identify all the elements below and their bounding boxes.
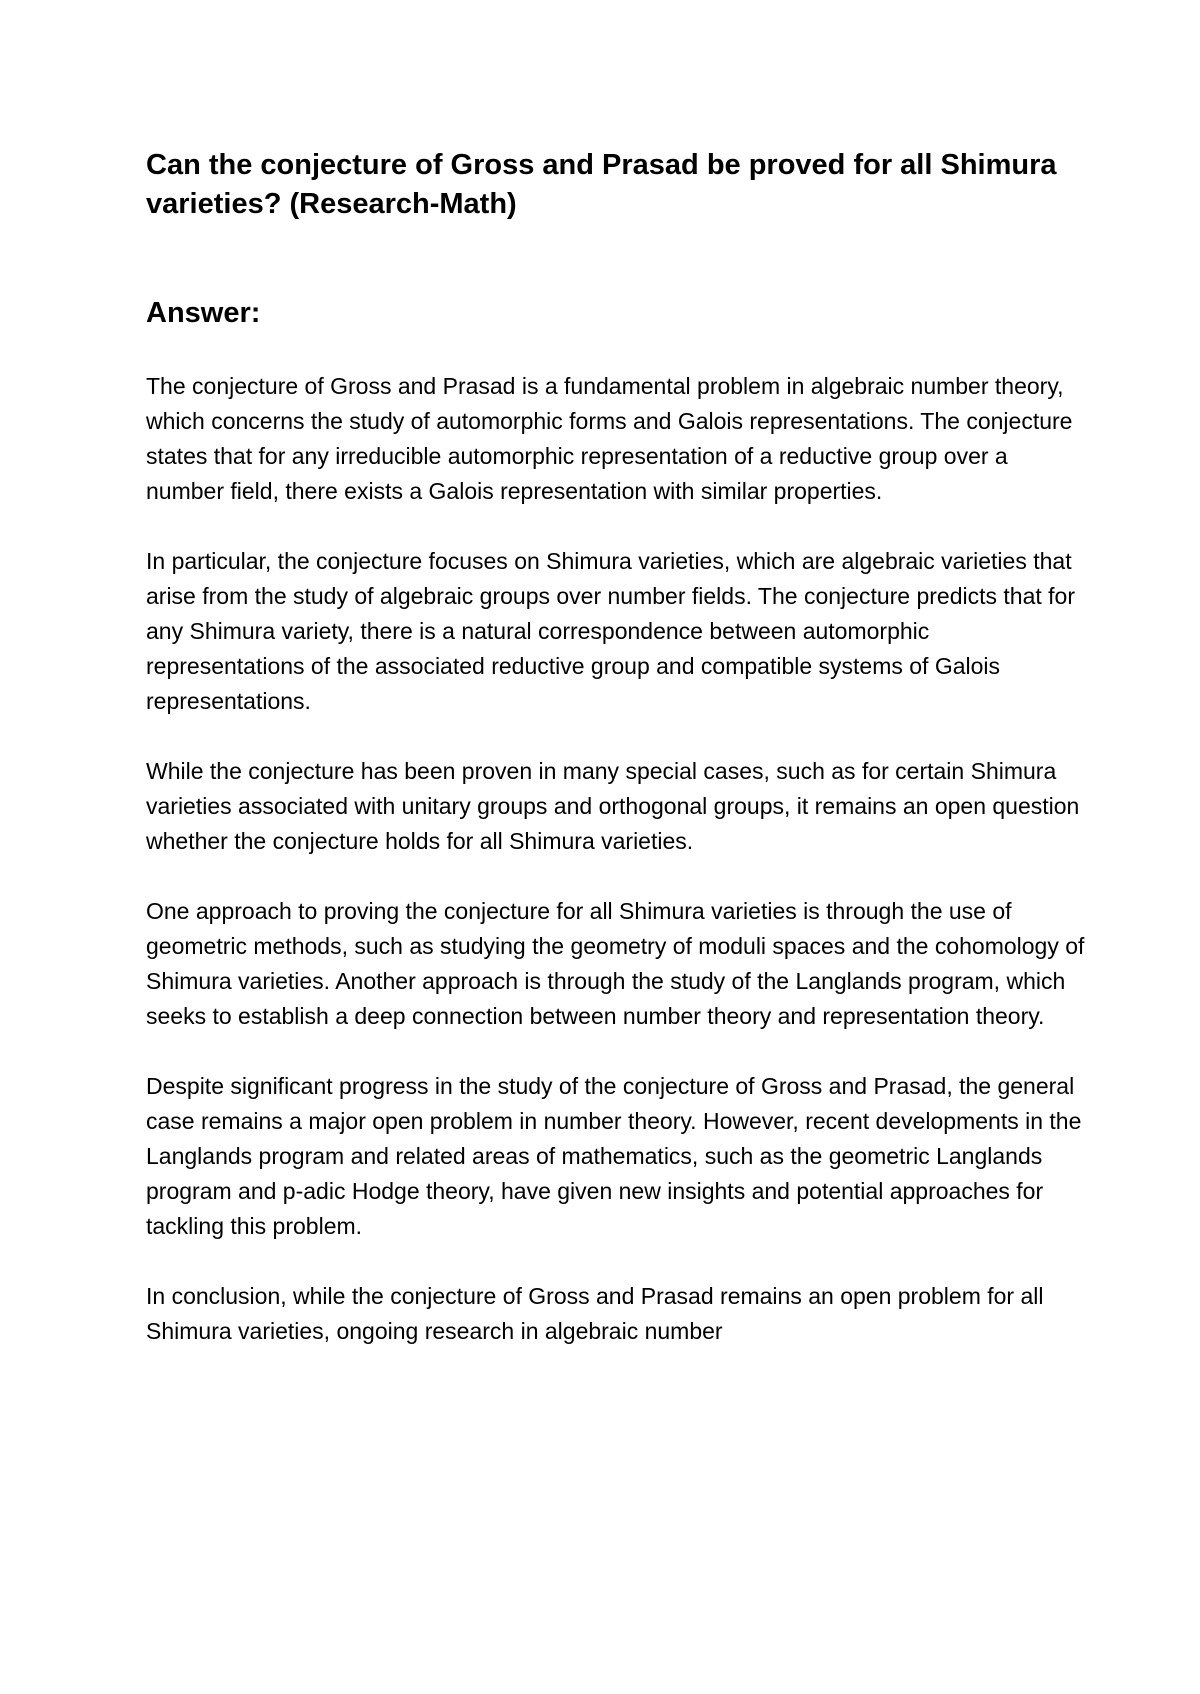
- body-paragraph: In conclusion, while the conjecture of Gross and Prasad remains an open problem for all Shimura varieties, ongoing research in algebraic number: [146, 1283, 1044, 1344]
- body-paragraph: Despite significant progress in the study of the conjecture of Gross and Prasad, the general case remains a major open problem in number theory. However, recent developments in the Langlands program and related areas of mathematics, such as the geometric Langlands program and p-adic Hodge theory, have given new insights and potential approaches for tackling this problem.: [146, 1073, 1082, 1239]
- answer-heading: Answer:: [146, 297, 261, 329]
- body-paragraph: While the conjecture has been proven in many special cases, such as for certain Shimura varieties associated with unitary groups and orthogonal groups, it remains an open question whether the conjecture holds for all Shimura varieties.: [146, 758, 1080, 854]
- body-paragraph: In particular, the conjecture focuses on Shimura varieties, which are algebraic varieties that arise from the study of algebraic groups over number fields. The conjecture predicts that for any Shimura variety, there is a natural correspondence between automorphic representations of the associated reductive group and compatible systems of Galois representations.: [146, 548, 1075, 714]
- document-title: Can the conjecture of Gross and Prasad be proved for all Shimura varieties? (Research-Math): [146, 149, 1057, 220]
- body-paragraph: One approach to proving the conjecture for all Shimura varieties is through the use of geometric methods, such as studying the geometry of moduli spaces and the cohomology of Shimura varieties. Another approach is through the study of the Langlands program, which seeks to establish a deep connection between number theory and representation theory.: [146, 898, 1085, 1029]
- body-paragraph: The conjecture of Gross and Prasad is a fundamental problem in algebraic number theory, which concerns the study of automorphic forms and Galois representations. The conjecture states that for any irreducible automorphic representation of a reductive group over a number field, there exists a Galois representation with similar properties.: [146, 373, 1073, 504]
- document-content: [146, 146, 1086, 1349]
